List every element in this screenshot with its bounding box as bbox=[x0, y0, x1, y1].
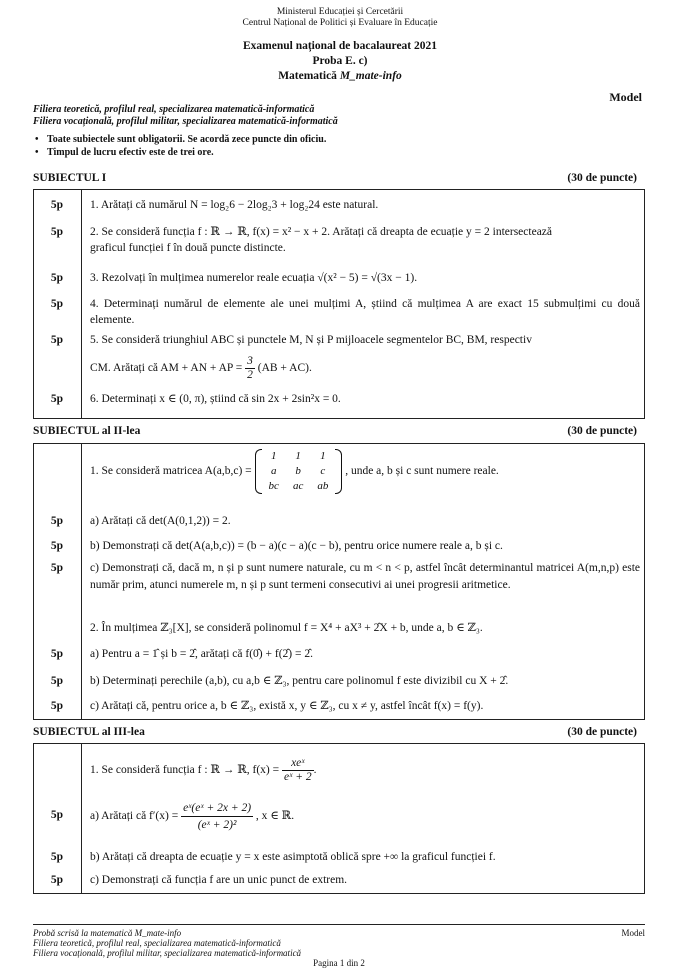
problem-text: 1. Se consideră matricea A(a,b,c) = 1 1 1 a b c bc ac ab , unde a, b și c sunt numere reale. bbox=[90, 450, 499, 492]
exam-title-block bbox=[0, 39, 680, 84]
section-heading bbox=[33, 726, 637, 738]
problem-text: 6. Determinați x ∈ (0, π), știind că sin 2x + 2sin²x = 0. bbox=[90, 393, 341, 405]
problem-text: c) Arătați că, pentru orice a, b ∈ ℤ₃, există x, y ∈ ℤ₃, cu x ≠ y, astfel încât f(x) = f(y). bbox=[90, 700, 484, 712]
section-heading bbox=[33, 425, 637, 437]
filiera-line: Filiera teoretică, profilul real, specializarea matematică-informatică bbox=[33, 104, 315, 115]
problem-text: 1. Arătați că numărul N = log₂6 − 2log₂3 + log₂24 este natural. bbox=[90, 199, 379, 211]
fraction: $\frac{\text{eˣ(eˣ + 2x + 2)}}{\text{(eˣ + 2)²}}$ bbox=[183, 802, 252, 831]
section-title: SUBIECTUL I bbox=[33, 172, 107, 184]
footer-model-label: Model bbox=[621, 928, 645, 938]
model-label: Model bbox=[609, 90, 642, 104]
institution-header bbox=[0, 7, 680, 28]
problem-text: c) Demonstrați că, dacă m, n și p sunt numere naturale, cu m < n < p, astfel încât determinantul matricei A(m,n,p) este număr prim, atunci numerele m, n și p sunt termeni consecutivi ai unei progresii aritmetice. bbox=[90, 562, 640, 591]
section-points: (30 de puncte) bbox=[567, 172, 637, 184]
problem-text: b) Arătați că dreapta de ecuație y = x este asimptotă oblică spre +∞ la graficul funcției f. bbox=[90, 851, 496, 863]
problem-text: a) Arătați că det(A(0,1,2)) = 2. bbox=[90, 515, 231, 527]
score-label: 5p bbox=[50, 700, 64, 712]
exam-proba: Proba E. c) bbox=[312, 55, 368, 67]
fraction: $\frac{\text{xeˣ}}{\text{eˣ + 2}}$ bbox=[283, 757, 312, 783]
score-label: 5p bbox=[50, 515, 64, 527]
problem-text: 2. În mulțimea ℤ₃[X], se consideră polinomul f = X⁴ + aX³ + 2̂X + b, unde a, b ∈ ℤ₃. bbox=[90, 622, 483, 634]
problem-text: 1. Se consideră funcția f : ℝ → ℝ, f(x) = $\frac{\text{xeˣ}}{\text{eˣ + 2}}$ . bbox=[90, 757, 317, 783]
exam-subject bbox=[0, 69, 680, 84]
matrix: 1 1 1 a b c bc ac ab bbox=[255, 449, 343, 494]
problem-text: a) Arătați că f′(x) = $\frac{\text{eˣ(eˣ + 2x + 2)}}{\text{(eˣ + 2)²}}$ , x ∈ ℝ. bbox=[90, 802, 295, 831]
problem-text: 5. Se consideră triunghiul ABC și punctele M, N și P mijloacele segmentelor BC, BM, respectiv CM. Arătați că AM + AN + AP = $\frac{3}{2}$ (AB + AC). bbox=[90, 334, 532, 381]
ministry-name: Ministerul Educației și Cercetării bbox=[276, 7, 404, 17]
section-title: SUBIECTUL al III-lea bbox=[33, 726, 145, 738]
subject-profile: M_mate-info bbox=[339, 70, 402, 82]
score-label: 5p bbox=[50, 675, 64, 687]
section-points: (30 de puncte) bbox=[567, 425, 637, 437]
score-label: 5p bbox=[50, 334, 64, 346]
section-heading bbox=[33, 172, 637, 184]
fraction: $\frac{3}{2}$ bbox=[247, 355, 253, 381]
center-name: Centrul Național de Politici și Evaluare în Educație bbox=[242, 17, 438, 28]
section-title: SUBIECTUL al II-lea bbox=[33, 425, 141, 437]
score-label: 5p bbox=[50, 199, 64, 211]
score-label: 5p bbox=[50, 874, 64, 886]
exam-title: Examenul național de bacalaureat 2021 bbox=[242, 40, 438, 52]
problem-text: b) Determinați perechile (a,b), cu a,b ∈ ℤ₃, pentru care polinomul f este divizibil cu X + 2̂. bbox=[90, 675, 509, 687]
page-footer bbox=[33, 924, 645, 968]
score-label: 5p bbox=[50, 298, 64, 310]
footer-line: Filiera vocațională, profilul militar, specializarea matematică-informatică bbox=[33, 948, 302, 958]
problem-text: a) Pentru a = 1̂ și b = 2̂, arătați că f(0̂) + f(2̂) = 2̂. bbox=[90, 648, 313, 660]
score-label: 5p bbox=[50, 226, 64, 238]
section-points: (30 de puncte) bbox=[567, 726, 637, 738]
footer-line: Filiera teoretică, profilul real, specializarea matematică-informatică bbox=[33, 938, 281, 948]
footer-line: Probă scrisă la matematică M_mate-info bbox=[33, 928, 182, 938]
instruction-item: • Timpul de lucru efectiv este de trei ore. bbox=[33, 146, 326, 159]
score-label: 5p bbox=[50, 648, 64, 660]
score-label: 5p bbox=[50, 562, 64, 574]
instructions-list bbox=[33, 133, 326, 159]
subject-prefix: Matematică bbox=[278, 70, 337, 82]
problem-text: 3. Rezolvați în mulțimea numerelor reale ecuația √(x² − 5) = √(3x − 1). bbox=[90, 272, 418, 284]
score-label: 5p bbox=[50, 540, 64, 552]
problem-text: 4. Determinați numărul de elemente ale unei mulțimi A, știind că mulțimea A are exact 15 submulțimi cu două elemente. bbox=[90, 298, 640, 326]
problem-text: c) Demonstrați că funcția f are un unic punct de extrem. bbox=[90, 874, 348, 886]
problem-text: b) Demonstrați că det(A(a,b,c)) = (b − a)(c − a)(c − b), pentru orice numere reale a, b și c. bbox=[90, 540, 503, 552]
page-number: Pagina 1 din 2 bbox=[313, 958, 365, 968]
score-label: 5p bbox=[50, 809, 64, 821]
score-label: 5p bbox=[50, 851, 64, 863]
instruction-item: • Toate subiectele sunt obligatorii. Se acordă zece puncte din oficiu. bbox=[33, 133, 326, 146]
score-label: 5p bbox=[50, 272, 64, 284]
problem-text: 2. Se consideră funcția f : ℝ → ℝ, f(x) = x² − x + 2. Arătați că dreapta de ecuație y = 2 intersectează graficul funcției f în două puncte distincte. bbox=[90, 226, 553, 254]
score-label: 5p bbox=[50, 393, 64, 405]
filiera-line: Filiera vocațională, profilul militar, specializarea matematică-informatică bbox=[33, 116, 338, 127]
